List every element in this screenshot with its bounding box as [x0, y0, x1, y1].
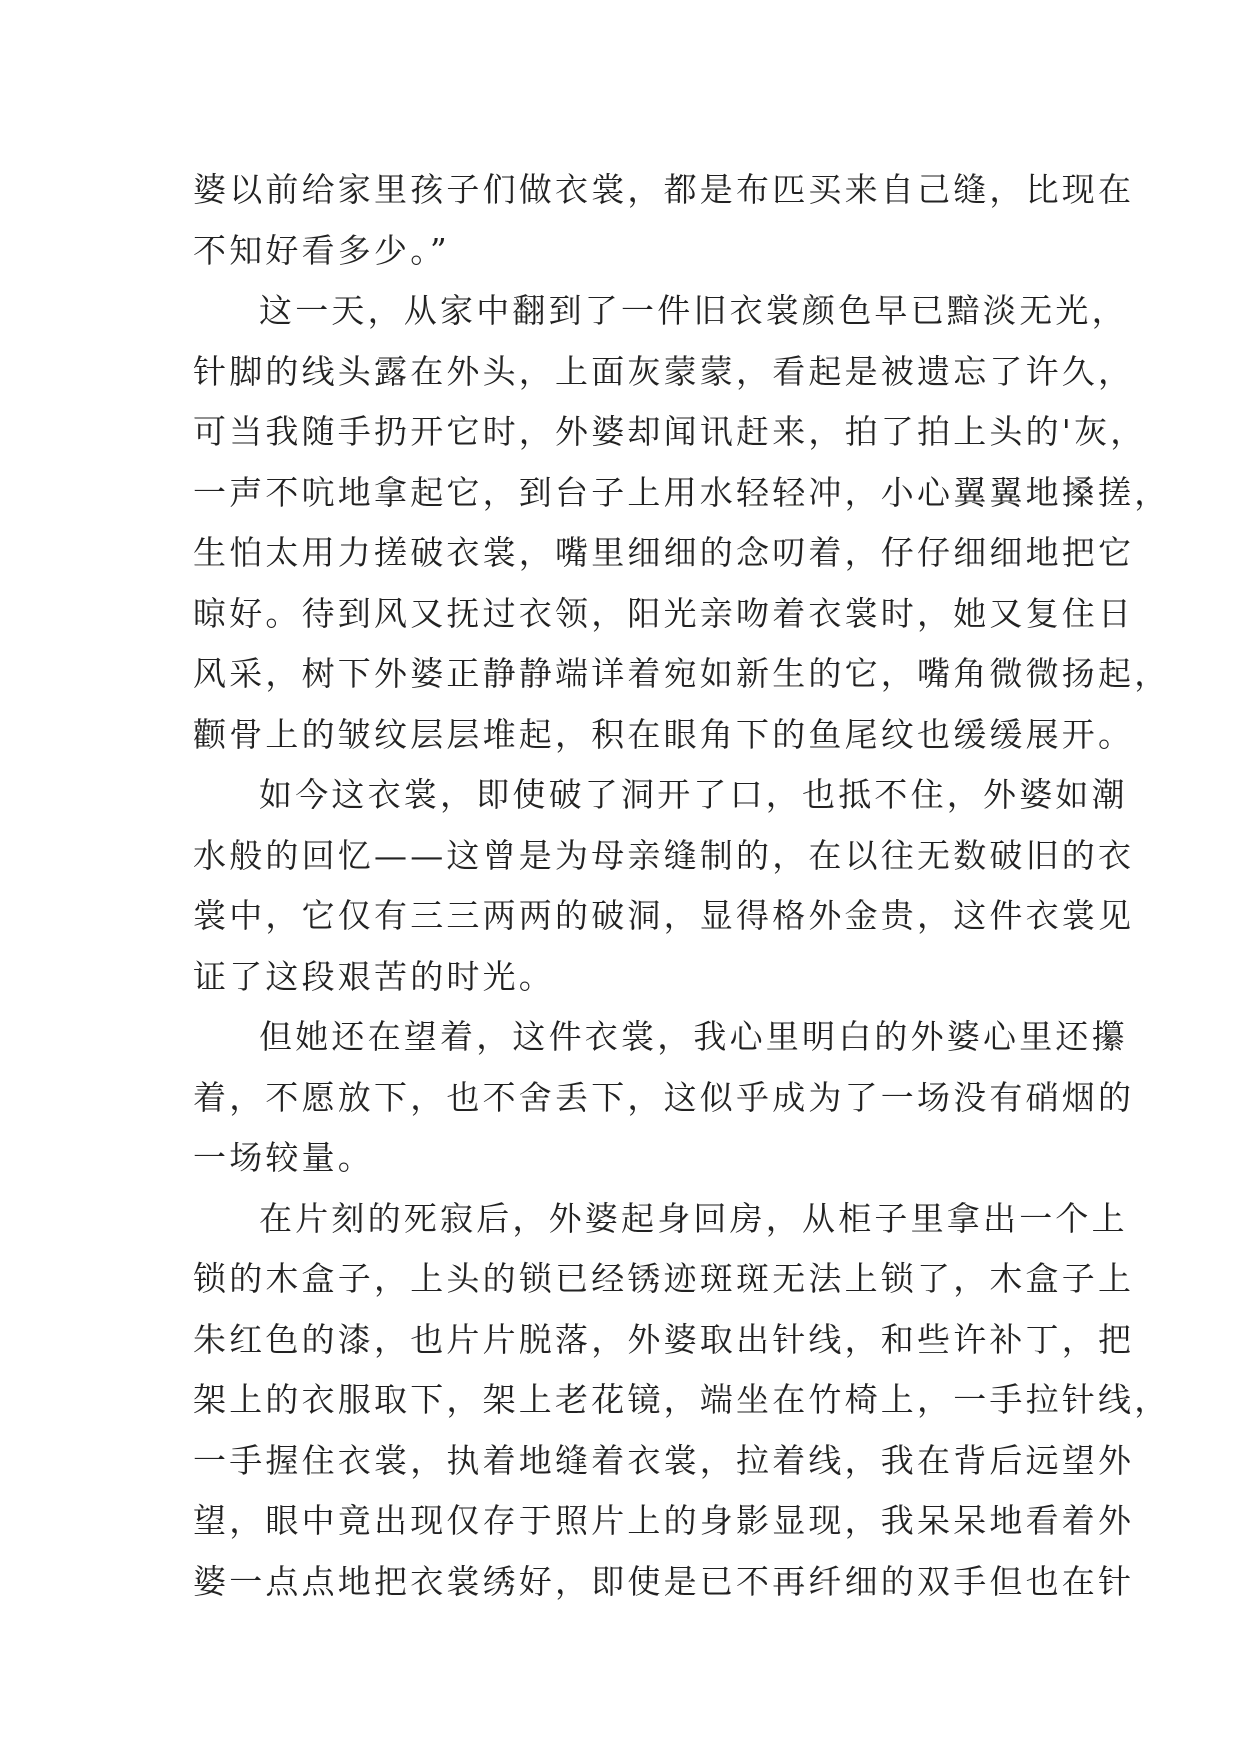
body-text: [193, 160, 1171, 1612]
text-line: 裳中，它仅有三三两两的破洞，显得格外金贵，这件衣裳见: [193, 896, 1135, 935]
paragraph-first-line: 在片刻的死寂后，外婆起身回房，从柜子里拿出一个上: [259, 1198, 1128, 1238]
text-line: 水般的回忆——这曾是为母亲缝制的，在以往无数破旧的衣: [193, 835, 1135, 875]
paragraph-first-line: 这一天，从家中翻到了一件旧衣裳颜色早已黯淡无光，: [259, 291, 1128, 330]
text-line: 不知好看多少。”: [193, 230, 450, 270]
text-line: 架上的衣服取下，架上老花镜，端坐在竹椅上，一手拉针线，: [193, 1380, 1171, 1419]
text-line: 婆一点点地把衣裳绣好，即使是已不再纤细的双手但也在针: [193, 1561, 1135, 1601]
text-line: 证了这段艰苦的时光。: [193, 956, 555, 996]
text-line: 颧骨上的皱纹层层堆起，积在眼角下的鱼尾纹也缓缓展开。: [193, 714, 1135, 754]
text-line: 望，眼中竟出现仅存于照片上的身影显现，我呆呆地看着外: [193, 1501, 1135, 1540]
text-line: 着，不愿放下，也不舍丢下，这似乎成为了一场没有硝烟的: [193, 1077, 1135, 1117]
text-line: 可当我随手扔开它时，外婆却闻讯赶来，拍了拍上头的'灰，: [193, 412, 1147, 451]
paragraph-first-line: 如今这衣裳，即使破了洞开了口，也抵不住，外婆如潮: [259, 775, 1128, 814]
text-line: 一场较量。: [193, 1138, 374, 1177]
text-line: 一手握住衣裳，执着地缝着衣裳，拉着线，我在背后远望外: [193, 1440, 1135, 1480]
text-line: 婆以前给家里孩子们做衣裳，都是布匹买来自己缝，比现在: [193, 170, 1135, 209]
paragraph-first-line: 但她还在望着，这件衣裳，我心里明白的外婆心里还攥: [259, 1017, 1128, 1056]
text-line: 朱红色的漆，也片片脱落，外婆取出针线，和些许补丁，把: [193, 1319, 1135, 1359]
text-line: 晾好。待到风又抚过衣领，阳光亲吻着衣裳时，她又复住日: [193, 593, 1135, 633]
text-line: 生怕太用力搓破衣裳，嘴里细细的念叨着，仔仔细细地把它: [193, 533, 1135, 572]
text-line: 锁的木盒子，上头的锁已经锈迹斑斑无法上锁了，木盒子上: [193, 1259, 1135, 1298]
text-line: 风采，树下外婆正静静端详着宛如新生的它，嘴角微微扬起，: [193, 654, 1171, 693]
text-line: 一声不吭地拿起它，到台子上用水轻轻冲，小心翼翼地搡搓，: [193, 472, 1171, 512]
text-line: 针脚的线头露在外头，上面灰蒙蒙，看起是被遗忘了许久，: [193, 351, 1135, 391]
